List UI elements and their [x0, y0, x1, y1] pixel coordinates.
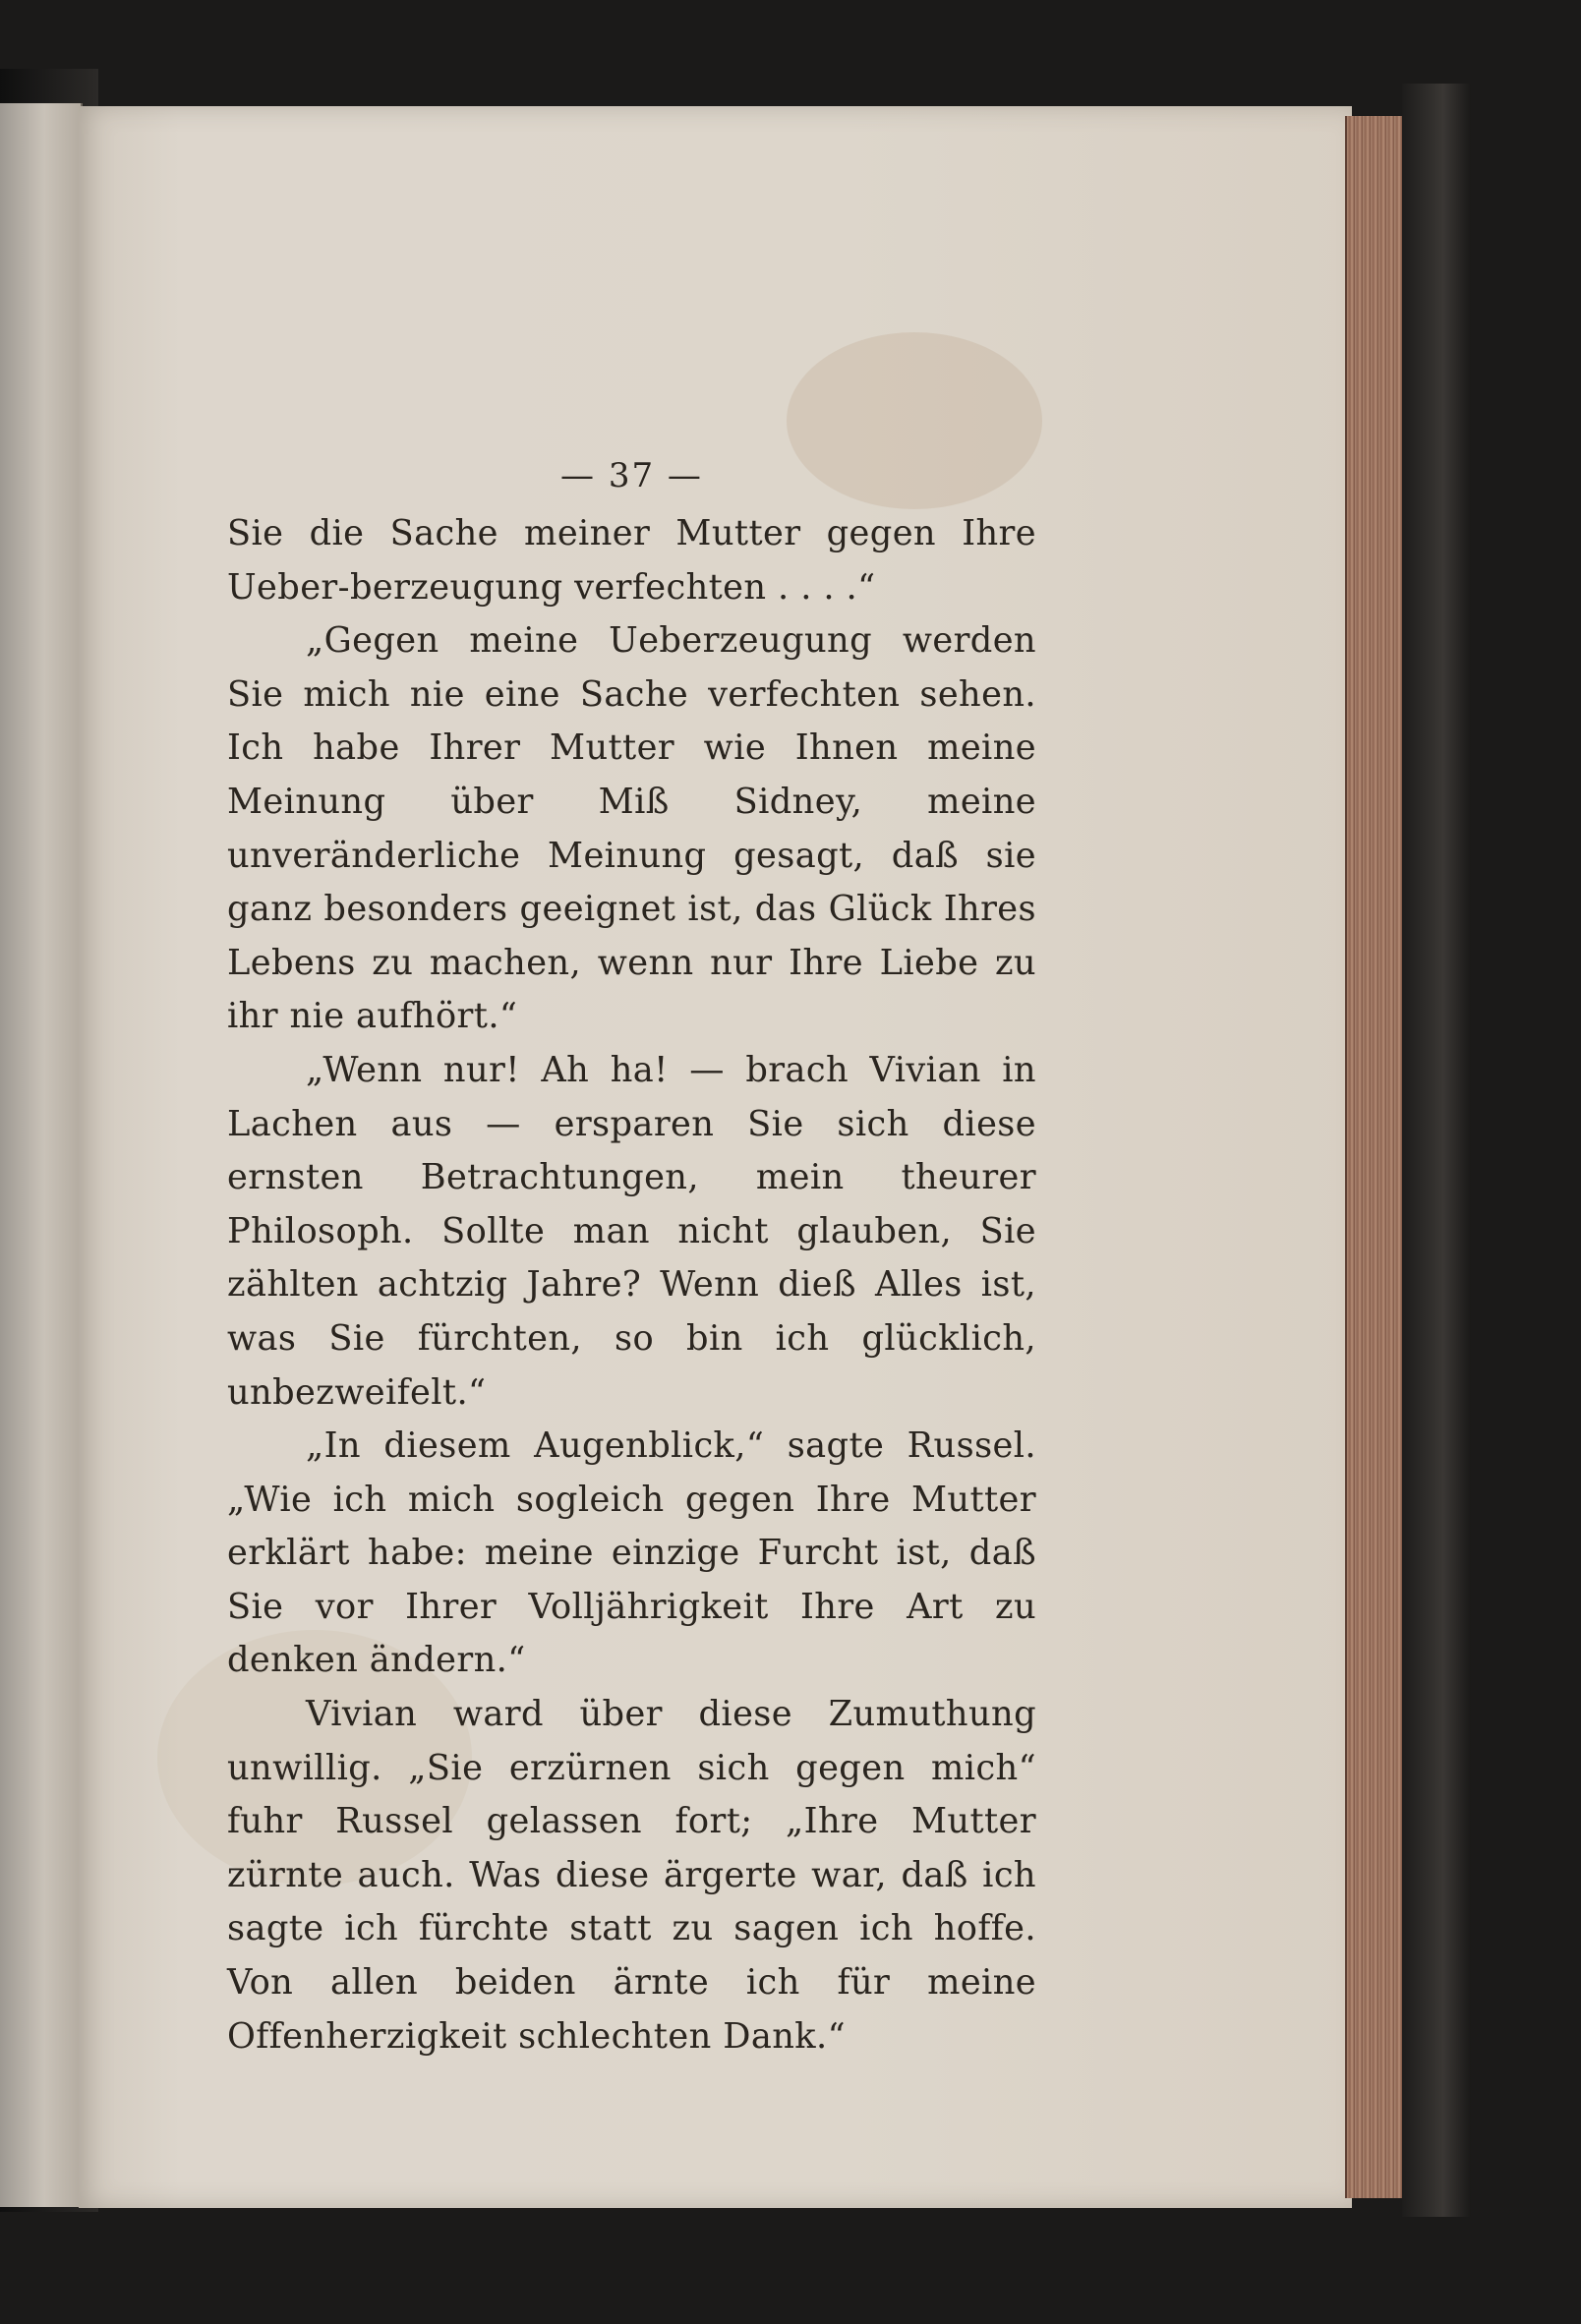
paragraph: Sie die Sache meiner Mutter gegen Ihre Ueber-berzeugung verfechten . . . .“	[227, 513, 1036, 608]
paragraph: „Gegen meine Ueberzeugung werden Sie mich nie eine Sache verfechten sehen. Ich habe Ihrer Mutter wie Ihnen meine Meinung über Miß Sidney, meine unveränderliche Meinung gesagt, daß sie ganz besonders geeignet ist, das Glück Ihres Lebens zu machen, wenn nur Ihre Liebe zu ihr nie aufhört.“	[227, 620, 1036, 1037]
paragraph: Vivian ward über diese Zumuthung unwillig. „Sie erzürnen sich gegen mich“ fuhr Russel gelassen fort; „Ihre Mutter zürnte auch. Was diese ärgerte war, daß ich sagte ich fürchte statt zu sagen ich hoffe. Von allen beiden ärnte ich für meine Offenherzigkeit schlechten Dank.“	[227, 1694, 1036, 2057]
left-page-edge	[0, 103, 83, 2207]
page-number: — 37 —	[560, 456, 703, 495]
paragraph: „Wenn nur! Ah ha! — brach Vivian in Lachen aus — ersparen Sie sich diese ernsten Betrachtungen, mein theurer Philosoph. Sollte man nicht glauben, Sie zählten achtzig Jahre? Wenn dieß Alles ist, was Sie fürchten, so bin ich glücklich, unbezweifelt.“	[227, 1049, 1036, 1413]
page-text	[227, 454, 1036, 2063]
right-cover	[1402, 84, 1471, 2217]
paragraph: „In diesem Augenblick,“ sagte Russel. „Wie ich mich sogleich gegen Ihre Mutter erklärt habe: meine einzige Furcht ist, daß Sie vor Ihrer Volljährigkeit Ihre Art zu denken ändern.“	[227, 1425, 1036, 1681]
page-block-edge	[1345, 116, 1406, 2198]
